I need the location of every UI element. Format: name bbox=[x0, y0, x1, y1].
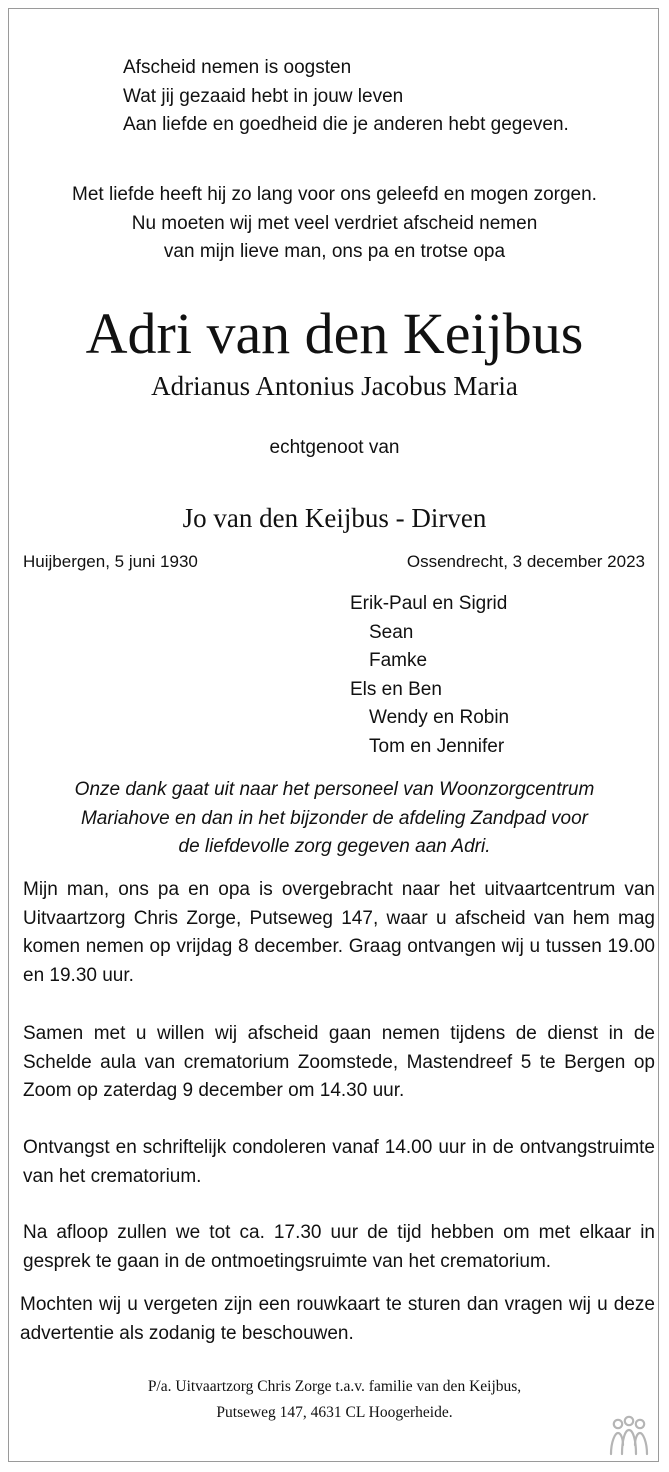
poem bbox=[123, 54, 643, 140]
intro-text bbox=[0, 181, 669, 267]
family-member: Tom en Jennifer bbox=[369, 735, 505, 757]
paragraph-condolences: Ontvangst en schriftelijk condoleren vanaf 14.00 uur in de ontvangstruimte van het crematorium. bbox=[23, 1137, 655, 1187]
family-list bbox=[350, 590, 509, 761]
family-member: Wendy en Robin bbox=[369, 707, 510, 728]
death-place-date: Ossendrecht, 3 december 2023 bbox=[406, 552, 645, 571]
footer-line: Putseweg 147, 4631 CL Hoogerheide. bbox=[216, 1404, 453, 1421]
deceased-name: Adri van den Keijbus bbox=[85, 301, 584, 366]
poem-line: Wat jij gezaaid hebt in jouw leven bbox=[123, 85, 404, 107]
intro-line: Met liefde heeft hij zo lang voor ons geleefd en mogen zorgen. bbox=[72, 184, 597, 205]
thanks-line: Onze dank gaat uit naar het personeel van Woonzorgcentrum bbox=[74, 779, 595, 800]
paragraph-service: Samen met u willen wij afscheid gaan nemen tijdens de dienst in de Schelde aula van crematorium Zoomstede, Mastendreef 5 te Bergen op Zoom op zaterdag 9 december om 14.30 uur. bbox=[23, 1023, 655, 1101]
paragraph-gathering: Na afloop zullen we tot ca. 17.30 uur de tijd hebben om met elkaar in gesprek te gaan in de ontmoetingsruimte van het crematorium. bbox=[23, 1222, 655, 1272]
intro-line: Nu moeten wij met veel verdriet afscheid nemen bbox=[131, 212, 538, 234]
thanks-line: de liefdevolle zorg gegeven aan Adri. bbox=[178, 836, 491, 857]
thanks-line: Mariahove en dan in het bijzonder de afdeling Zandpad voor bbox=[80, 807, 589, 829]
footer-address bbox=[0, 1374, 669, 1426]
family-member: Els en Ben bbox=[350, 678, 442, 700]
deceased-full-name: Adrianus Antonius Jacobus Maria bbox=[151, 371, 518, 401]
people-group-icon bbox=[606, 1414, 652, 1460]
intro-line: van mijn lieve man, ons pa en trotse opa bbox=[163, 241, 506, 262]
footer-line: P/a. Uitvaartzorg Chris Zorge t.a.v. familie van den Keijbus, bbox=[147, 1378, 522, 1395]
paragraph-mourning-card: Mochten wij u vergeten zijn een rouwkaart te sturen dan vragen wij u deze advertentie als zodanig te beschouwen. bbox=[20, 1294, 655, 1344]
spouse-name: Jo van den Keijbus - Dirven bbox=[182, 503, 487, 533]
family-member: Sean bbox=[369, 621, 414, 643]
family-member: Erik-Paul en Sigrid bbox=[350, 593, 508, 614]
poem-line: Aan liefde en goedheid die je anderen hebt gegeven. bbox=[123, 114, 569, 135]
paragraph-visitation: Mijn man, ons pa en opa is overgebracht naar het uitvaartcentrum van Uitvaartzorg Chris Zorge, Putseweg 147, waar u afscheid van hem mag komen nemen op vrijdag 8 december. Graag ontvangen wij u tussen 19.00 en 19.30 uur. bbox=[23, 879, 655, 986]
family-member: Famke bbox=[369, 650, 428, 671]
thanks-text bbox=[0, 776, 669, 862]
spouse-label: echtgenoot van bbox=[269, 437, 400, 458]
birth-place-date: Huijbergen, 5 juni 1930 bbox=[23, 552, 198, 571]
poem-line: Afscheid nemen is oogsten bbox=[123, 57, 352, 78]
